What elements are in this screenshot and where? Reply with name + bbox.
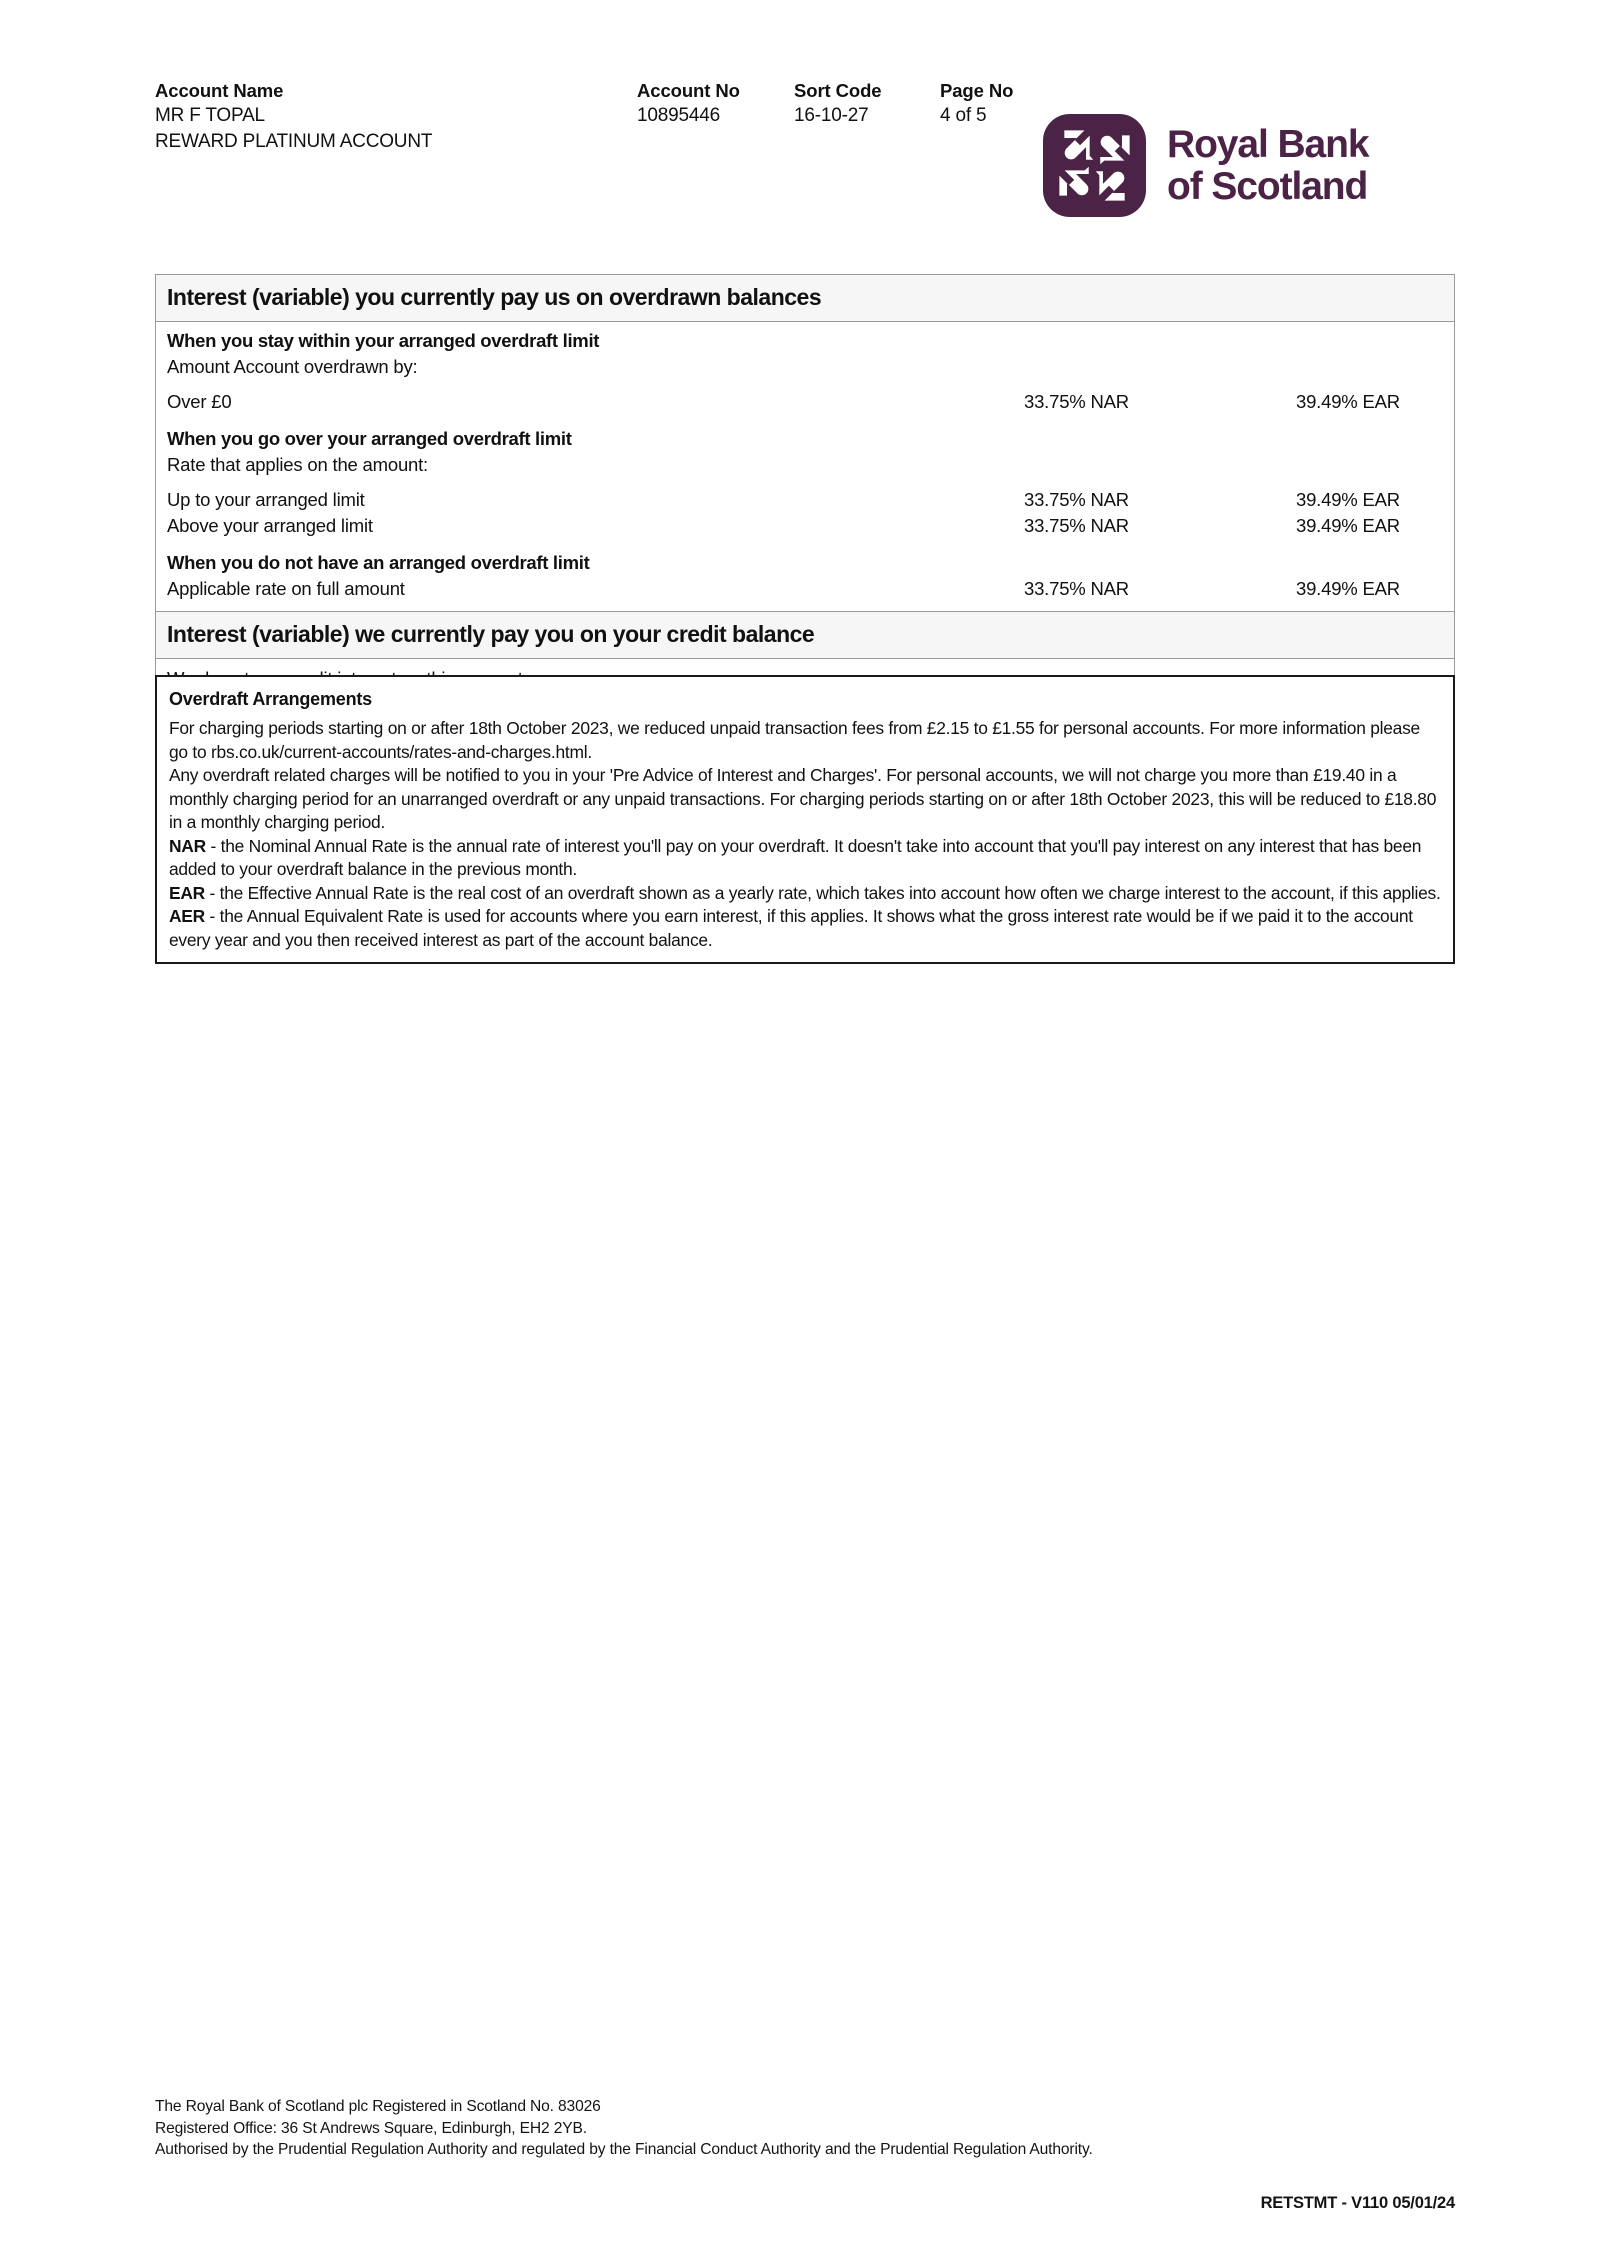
sort-code-value: 16-10-27 — [794, 105, 869, 126]
ear-definition — [169, 882, 1441, 906]
group-subtitle-text: Rate that applies on the amount: — [167, 454, 429, 475]
bank-logo — [1043, 114, 1368, 217]
rate-row — [156, 576, 1454, 602]
overdraft-interest-heading: Interest (variable) you currently pay us on overdrawn balances — [156, 275, 1454, 322]
wordmark-line-2: of Scotland — [1167, 164, 1368, 208]
overdraft-paragraph-2: Any overdraft related charges will be notified to you in your 'Pre Advice of Interest and Charges'. For personal accounts, we will not charge you more than £19.40 in a monthly charging period for an unarranged overdraft or any unpaid transactions. For charging periods starting on or after 18th October 2023, this will be reduced to £18.80 in a monthly charging period. — [169, 765, 1437, 832]
rate-row-ear: 39.49% EAR — [1296, 578, 1400, 599]
account-type: REWARD PLATINUM ACCOUNT — [155, 131, 433, 152]
document-reference: RETSTMT - V110 05/01/24 — [1260, 2194, 1455, 2212]
bank-wordmark — [1167, 124, 1368, 208]
overdraft-arrangements-box — [155, 675, 1455, 964]
rate-row — [156, 389, 1454, 415]
sort-code-field — [794, 78, 918, 129]
rate-row-ear: 39.49% EAR — [1296, 489, 1400, 510]
page-no-label: Page No — [940, 80, 1014, 101]
rate-row-label: Above your arranged limit — [167, 515, 373, 536]
statement-header — [0, 68, 1600, 208]
account-meta-block — [637, 78, 1035, 129]
account-no-label: Account No — [637, 80, 740, 101]
overdraft-paragraph-1: For charging periods starting on or after 18th October 2023, we reduced unpaid transaction fees from £2.15 to £1.55 for personal accounts. For more information please go to rbs.co.uk/current-accounts/rates-and-charges.html. — [169, 718, 1420, 762]
account-name-label: Account Name — [155, 80, 284, 101]
ear-term: EAR — [169, 882, 205, 903]
account-no-value: 10895446 — [637, 105, 720, 126]
rate-row-label: Up to your arranged limit — [167, 489, 365, 510]
page-no-value: 4 of 5 — [940, 105, 987, 126]
group-title — [156, 550, 1454, 576]
page-number-field — [940, 78, 1013, 129]
rate-row-nar: 33.75% NAR — [1024, 515, 1129, 536]
rate-row-label: Over £0 — [167, 391, 232, 412]
footer-line-3: Authorised by the Prudential Regulation Authority and regulated by the Financial Conduct Authority and the Prudential Regulation Authority. — [155, 2141, 1093, 2158]
interest-rates-table — [155, 274, 1455, 702]
rate-row — [156, 513, 1454, 539]
aer-definition — [169, 905, 1441, 952]
footer-line-1: The Royal Bank of Scotland plc Registered in Scotland No. 83026 — [155, 2098, 601, 2115]
footer-line-2: Registered Office: 36 St Andrews Square, Edinburgh, EH2 2YB. — [155, 2119, 587, 2137]
group-subtitle — [156, 354, 1454, 380]
overdraft-interest-body — [156, 322, 1454, 611]
rate-row-nar: 33.75% NAR — [1024, 391, 1129, 412]
rate-row-label: Applicable rate on full amount — [167, 578, 405, 599]
footer-legal-text — [155, 2096, 1093, 2161]
aer-term: AER — [169, 906, 205, 926]
rate-row — [156, 487, 1454, 513]
rate-row-nar: 33.75% NAR — [1024, 489, 1129, 510]
nar-definition — [169, 835, 1441, 882]
aer-definition-text: - the Annual Equivalent Rate is used for accounts where you earn interest, if this applies. It shows what the gross interest rate would be if we paid it to the account every year and you then received interest as part of the account balance. — [169, 906, 1413, 950]
nar-term: NAR — [169, 835, 206, 856]
rate-row-ear: 39.49% EAR — [1296, 515, 1400, 536]
account-holder-name: MR F TOPAL — [155, 105, 265, 126]
group-subtitle — [156, 452, 1454, 478]
account-number-field — [637, 78, 772, 129]
sort-code-label: Sort Code — [794, 80, 882, 101]
credit-interest-heading: Interest (variable) we currently pay you on your credit balance — [156, 611, 1454, 659]
ear-definition-text: - the Effective Annual Rate is the real cost of an overdraft shown as a yearly rate, which takes into account how often we charge interest to the account, if this applies. — [204, 882, 1441, 903]
group-title — [156, 328, 1454, 354]
rate-row-nar: 33.75% NAR — [1024, 578, 1129, 599]
group-title-text: When you stay within your arranged overdraft limit — [167, 330, 600, 351]
group-subtitle-text: Amount Account overdrawn by: — [167, 356, 418, 377]
account-name-block — [155, 78, 585, 155]
group-title — [156, 426, 1454, 452]
group-title-text: When you go over your arranged overdraft limit — [167, 428, 572, 449]
nar-definition-text: - the Nominal Annual Rate is the annual rate of interest you'll pay on your overdraft. It doesn't take into account that you'll pay interest on any interest that has been added to your overdraft balance in the previous month. — [169, 835, 1422, 879]
group-title-text: When you do not have an arranged overdraft limit — [167, 552, 590, 573]
overdraft-arrangements-title: Overdraft Arrangements — [169, 689, 372, 709]
rate-row-ear: 39.49% EAR — [1296, 391, 1400, 412]
rbs-daisy-wheel-icon — [1043, 114, 1146, 217]
wordmark-line-1: Royal Bank — [1167, 122, 1369, 166]
